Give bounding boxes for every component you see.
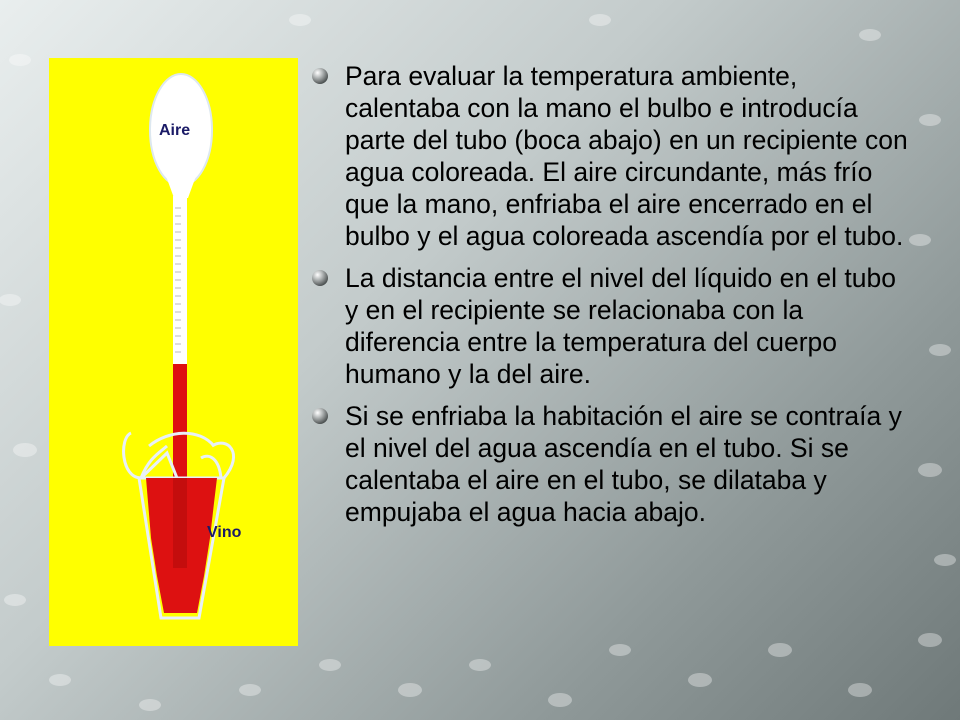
bulb-neck [166,176,196,198]
glass-tube [173,196,187,368]
thermoscope-illustration [49,58,298,646]
bullet-item [310,262,910,390]
bullet-list [310,60,910,538]
bullet-item [310,60,910,252]
bullet-text: Si se enfriaba la habitación el aire se contraía y el nivel del agua ascendía en el tubo. Si se calentaba el aire en el tubo, se dilataba y empujaba el agua hacia abajo. [345,401,902,527]
label-wine: Vino [207,524,242,541]
bullet-text: Para evaluar la temperatura ambiente, calentaba con la mano el bulbo e introducía parte del tubo (boca abajo) en un recipiente con agua coloreada. El aire circundante, más frío que la mano, enfriaba el aire encerrado en el bulbo y el agua coloreada ascendía por el tubo. [345,61,908,251]
bullet-icon [312,408,328,424]
thermoscope-drawing [49,58,298,646]
bullet-text: La distancia entre el nivel del líquido en el tubo y en el recipiente se relacionaba con la diferencia entre la temperatura del cuerpo humano y la del aire. [345,263,896,389]
submerged-tube [173,478,187,568]
label-air: Aire [159,122,191,139]
bullet-icon [312,68,328,84]
bullet-icon [312,270,328,286]
bullet-item [310,400,910,528]
